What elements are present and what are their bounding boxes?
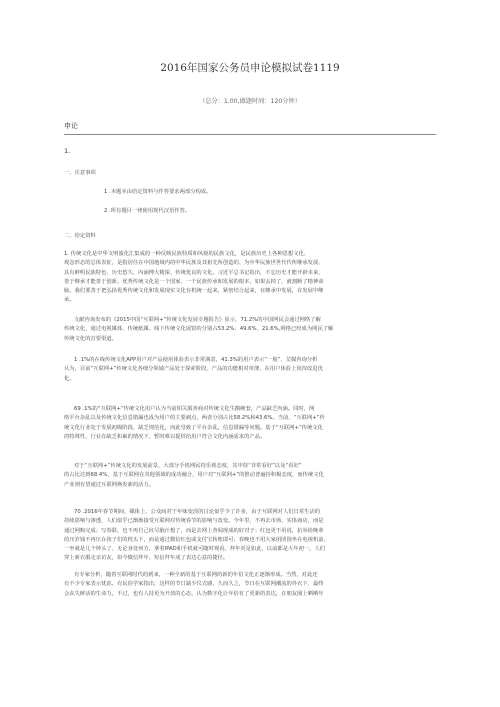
- note-item: 1 .本题本由给定资料与作答要求两部分构成。: [104, 189, 212, 195]
- text-line: 传统文化的首要渠道。: [64, 335, 117, 342]
- material-paragraph: [64, 508, 436, 564]
- text-line: 穿上新衣服走亲访友，如今微信拜年、短信拜年成了表达心意的捷径。: [64, 555, 229, 562]
- text-line: 善于继承才能善于创新。优秀传统文化是一个国家、一个民族传承和发展的根本，如果丢掉了，就割断了精神命: [64, 278, 324, 285]
- text-line: 1. 传统文化是中华文明演化汇集成的一种反映民族特质和风貌的民族文化，是民族历史上各种思想文化、: [64, 251, 310, 257]
- divider: [64, 134, 436, 135]
- text-line: 具有鲜明民族特色、历史悠久、内涵博大精深、传统优良的文化。习近平总书记指出，不忘历史才能开辟未来，: [64, 269, 324, 276]
- text-line: 脉。我们要善于把弘扬优秀传统文化和发展现实文化有机统一起来，紧密结合起来，在继承中发展，在发展中继: [64, 288, 324, 295]
- text-line: 的特殊性，行业在缺乏积累的情况下，暂时难以提供给用户符合文化内涵需求的产品。: [64, 433, 266, 440]
- material-paragraph: [64, 356, 436, 384]
- material-paragraph: [64, 316, 436, 344]
- text-line: 认为，目前“互联网+”传统文化各细分领域产品处于探索阶段，产品的功能相对单薄，在用户体验上尚待改进优: [64, 366, 323, 373]
- text-line: 通过网购完成；写春联，也不再自己纹尽脑汁想了，而是去网上查阅现成的好对子；红包更不用说，抗举给晚辈: [64, 527, 324, 534]
- question-number: 1.: [64, 147, 71, 155]
- material-paragraph: [64, 571, 436, 599]
- note-item: 2 .所有题目一律使用现代汉语作答。: [104, 208, 191, 214]
- document-title: 2016年国家公务员申论模拟试卷1119: [160, 62, 340, 74]
- text-line: 的压岁钱不再压在孩子们的枕头下，而是通过微信红包或支付宝转账即可；春晚也不用大家团团围坐在电视机前，: [64, 536, 329, 543]
- text-line: 络平台杂乱以及传统文化信息错漏也成为用户的主要痛点，两者分别占比58.2%和43.6%。当前，“互联网+”传: [64, 415, 325, 422]
- exam-meta: （总分：1.00,做题时间：120分钟）: [199, 98, 301, 105]
- text-line: 承。: [64, 297, 75, 304]
- text-line: 传统文化，通过电视媒体、传统纸媒、线下传统文化展馆的分别占53.2%、49.6%、21.6%,网络已经成为网民了解: [64, 326, 334, 333]
- section-notes-heading: 一、注意事项: [64, 170, 96, 176]
- material-paragraph: [64, 405, 436, 442]
- text-line: 持续影响与渗透，人们似乎已渐渐接受互联网对传统春节的影响与改变。今年里，不再去市场、实体商店，而是: [64, 518, 324, 525]
- text-line: 会丧失鲜活的生命力。不过，也有人持更为开放的心态，认为数字化让年俗有了更新的表达，在朋友圈上晒晒年: [64, 590, 324, 597]
- section-materials-heading: 二、给定资料: [64, 233, 96, 239]
- text-line: 化。: [64, 375, 75, 382]
- material-paragraph: [64, 250, 436, 306]
- text-line: 统文化行业处于发展初级阶段，缺乏规范化，而此导致了平台杂乱，信息错漏等问题。基于“互联网+”传统文化: [64, 424, 323, 431]
- section-heading: 申论: [64, 122, 78, 130]
- text-line: 文献咨询发布的《2015中国“互联网+”传统文化发展专题报告》显示，71.2%的中国网民会通过网络了解: [74, 317, 321, 323]
- text-line: 一坐就是几个钟头了，无论身处何方，拿着IPAD和手机就可随时观看。拜年更是如此，以前都是大年初一，人们: [64, 546, 326, 553]
- text-line: 观念形态的总体表征，是指居住在中国地域内的中华民族及其祖先所创造的、为中华民族世世代代所继承发展、: [64, 260, 324, 267]
- text-line: 70 .2016年春节期间，媒体上、公众间对于年味变淡的讨论似乎少了许多，由于互联网对人们日常生活的: [74, 509, 321, 515]
- text-line: 1 .1%的在线传统文化APP用户对产品使用体验表示非常满意，41.3%的用户表示“一般”，艾媒咨询分析: [74, 357, 318, 363]
- text-line: 有不少专家表示忧虑。有民俗学家指出，这样的节日缺少仪式感，久而久之，节日在互联网潮流的外衣下，最终: [64, 581, 324, 588]
- material-paragraph: [64, 462, 436, 490]
- text-line: 的占比达到68.4%，基于互联网在其他领域的成功融合，用户对“互联网+”的推动普遍持积极态度，而传统文化: [64, 472, 324, 479]
- text-line: 有专家分析，随着互联网时代的到来，一种全新的基于互联网的新的年俗文化正逐渐形成。当然，对此还: [74, 572, 318, 578]
- text-line: 产业则有望通过互联网焕发新的活力。: [64, 481, 155, 488]
- text-line: 对于“互联网+”传统文化的发展前景，大部分手机网民持乐观态度，其中持“非常看好”以及“看好”: [74, 463, 302, 469]
- text-line: 69 .1%的“互联网+”传统文化用户认为当前相关服务商对传统文化生搬硬套，产品缺乏内涵。同时，网: [74, 406, 315, 412]
